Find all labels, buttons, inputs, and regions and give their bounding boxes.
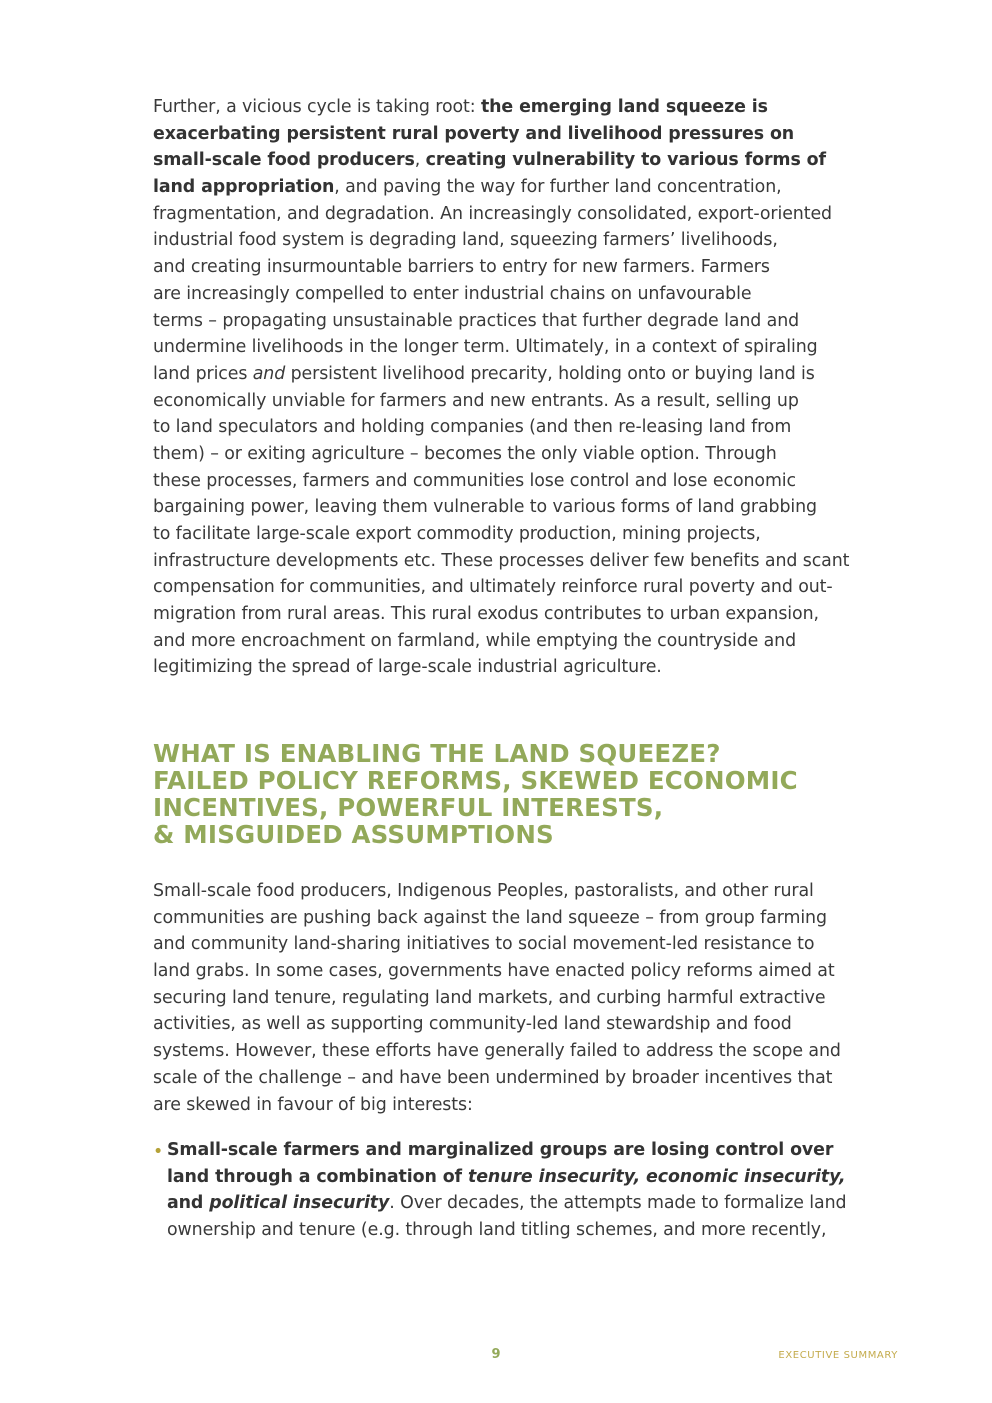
text-line: infrastructure developments etc. These processes deliver few benefits and scant <box>153 550 850 571</box>
heading-line: FAILED POLICY REFORMS, SKEWED ECONOMIC <box>153 765 798 795</box>
text-line <box>167 1137 846 1164</box>
italic-emphasis: and <box>252 363 286 384</box>
text-line: fragmentation, and degradation. An increasingly consolidated, export-oriented <box>153 203 832 224</box>
text-line: bargaining power, leaving them vulnerable to various forms of land grabbing <box>153 497 817 518</box>
text-line: small-scale food producers, creating vulnerability to various forms of <box>153 150 826 171</box>
text-line: compensation for communities, and ultimately reinforce rural poverty and out- <box>153 577 833 598</box>
text-line: legitimizing the spread of large-scale industrial agriculture. <box>153 657 662 678</box>
bold-italic-emphasis: political insecurity <box>209 1193 390 1214</box>
text-line: systems. However, these efforts have generally failed to address the scope and <box>153 1041 841 1062</box>
section-heading <box>153 741 798 849</box>
text-line: and community land-sharing initiatives to social movement-led resistance to <box>153 934 815 955</box>
heading-line: INCENTIVES, POWERFUL INTERESTS, <box>153 792 664 822</box>
bold-emphasis: exacerbating persistent rural poverty and livelihood pressures on <box>153 123 795 144</box>
bullet-icon: • <box>153 1142 164 1162</box>
heading-line: & MISGUIDED ASSUMPTIONS <box>153 819 554 849</box>
text-line: them) – or exiting agriculture – becomes the only viable option. Through <box>153 443 777 464</box>
text-line: terms – propagating unsustainable practices that further degrade land and <box>153 310 800 331</box>
text-line: land appropriation, and paving the way for further land concentration, <box>153 177 782 198</box>
heading-line: WHAT IS ENABLING THE LAND SQUEEZE? <box>153 739 721 768</box>
text-line: scale of the challenge – and have been undermined by broader incentives that <box>153 1067 833 1088</box>
text-line: to land speculators and holding companies (and then re-leasing land from <box>153 417 792 438</box>
text-line: industrial food system is degrading land, squeezing farmers’ livelihoods, <box>153 230 778 251</box>
bold-italic-emphasis: tenure insecurity, economic insecurity, <box>467 1166 846 1187</box>
text-line: are skewed in favour of big interests: <box>153 1094 473 1115</box>
text-line: land grabs. In some cases, governments have enacted policy reforms aimed at <box>153 961 835 982</box>
text-line: to facilitate large-scale export commodity production, mining projects, <box>153 524 761 544</box>
text-line: communities are pushing back against the land squeeze – from group farming <box>153 907 827 928</box>
text-line: securing land tenure, regulating land markets, and curbing harmful extractive <box>153 987 826 1008</box>
bold-emphasis: land appropriation <box>153 177 335 198</box>
bold-emphasis: and <box>167 1193 210 1214</box>
bold-emphasis: Small-scale farmers and marginalized groups are losing control over <box>167 1140 834 1160</box>
text-line: these processes, farmers and communities lose control and lose economic <box>153 470 796 491</box>
bold-emphasis: land through a combination of <box>167 1166 468 1187</box>
bold-emphasis: small-scale food producers <box>153 150 415 171</box>
body-paragraph <box>153 878 841 1118</box>
text-line: economically unviable for farmers and new entrants. As a result, selling up <box>153 390 799 411</box>
text-line: are increasingly compelled to enter industrial chains on unfavourable <box>153 283 752 304</box>
section-label: EXECUTIVE SUMMARY <box>778 1350 898 1361</box>
text-line: activities, as well as supporting community-led land stewardship and food <box>153 1014 792 1035</box>
text-line <box>153 121 849 148</box>
bold-emphasis: the emerging land squeeze is <box>480 97 768 117</box>
text-line: Further, a vicious cycle is taking root: the emerging land squeeze is <box>153 97 768 117</box>
text-line: migration from rural areas. This rural exodus contributes to urban expansion, <box>153 604 819 625</box>
text-line: land prices and persistent livelihood precarity, holding onto or buying land is <box>153 363 815 384</box>
bullet-item <box>167 1137 846 1244</box>
text-line: and more encroachment on farmland, while emptying the countryside and <box>153 630 797 651</box>
text-line: undermine livelihoods in the longer term. Ultimately, in a context of spiraling <box>153 337 818 358</box>
intro-paragraph <box>153 94 849 681</box>
text-line: and political insecurity. Over decades, the attempts made to formalize land <box>167 1193 847 1214</box>
text-line: Small-scale food producers, Indigenous Peoples, pastoralists, and other rural <box>153 881 814 901</box>
page-number: 9 <box>491 1347 501 1362</box>
text-line: and creating insurmountable barriers to entry for new farmers. Farmers <box>153 257 770 278</box>
bold-emphasis: creating vulnerability to various forms of <box>425 150 826 171</box>
text-line: ownership and tenure (e.g. through land titling schemes, and more recently, <box>167 1220 827 1241</box>
text-line <box>167 1164 846 1191</box>
